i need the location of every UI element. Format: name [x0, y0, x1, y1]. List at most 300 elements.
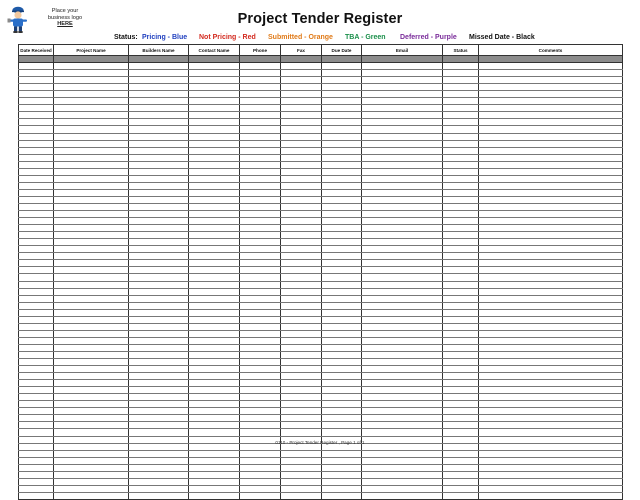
table-cell[interactable]: [281, 77, 322, 84]
table-cell[interactable]: [240, 415, 281, 422]
table-cell[interactable]: [479, 232, 623, 239]
table-cell[interactable]: [189, 337, 240, 344]
table-cell[interactable]: [240, 91, 281, 98]
table-cell[interactable]: [443, 77, 479, 84]
table-cell[interactable]: [54, 77, 129, 84]
table-cell[interactable]: [189, 232, 240, 239]
table-cell[interactable]: [362, 394, 443, 401]
table-cell[interactable]: [129, 267, 189, 274]
table-cell[interactable]: [281, 161, 322, 168]
table-cell[interactable]: [129, 211, 189, 218]
table-cell[interactable]: [189, 457, 240, 464]
table-cell[interactable]: [443, 485, 479, 492]
table-cell[interactable]: [322, 189, 362, 196]
table-cell[interactable]: [281, 302, 322, 309]
table-cell[interactable]: [322, 450, 362, 457]
table-cell[interactable]: [443, 175, 479, 182]
table-cell[interactable]: [479, 239, 623, 246]
table-cell[interactable]: [129, 380, 189, 387]
table-cell[interactable]: [19, 91, 54, 98]
table-cell[interactable]: [54, 359, 129, 366]
table-cell[interactable]: [362, 126, 443, 133]
table-cell[interactable]: [129, 260, 189, 267]
table-cell[interactable]: [19, 189, 54, 196]
table-cell[interactable]: [129, 126, 189, 133]
table-cell[interactable]: [19, 133, 54, 140]
table-cell[interactable]: [189, 380, 240, 387]
table-cell[interactable]: [322, 309, 362, 316]
table-cell[interactable]: [281, 387, 322, 394]
table-cell[interactable]: [362, 401, 443, 408]
table-cell[interactable]: [479, 77, 623, 84]
table-cell[interactable]: [54, 196, 129, 203]
table-cell[interactable]: [322, 239, 362, 246]
table-cell[interactable]: [479, 56, 623, 63]
table-cell[interactable]: [129, 246, 189, 253]
table-cell[interactable]: [479, 225, 623, 232]
table-cell[interactable]: [362, 119, 443, 126]
table-cell[interactable]: [479, 422, 623, 429]
table-cell[interactable]: [19, 126, 54, 133]
table-cell[interactable]: [479, 373, 623, 380]
table-cell[interactable]: [240, 394, 281, 401]
table-cell[interactable]: [129, 450, 189, 457]
table-cell[interactable]: [240, 295, 281, 302]
table-cell[interactable]: [189, 394, 240, 401]
table-cell[interactable]: [281, 63, 322, 70]
table-cell[interactable]: [19, 429, 54, 436]
table-cell[interactable]: [281, 394, 322, 401]
table-cell[interactable]: [240, 119, 281, 126]
table-cell[interactable]: [240, 309, 281, 316]
table-cell[interactable]: [281, 351, 322, 358]
table-cell[interactable]: [479, 105, 623, 112]
table-cell[interactable]: [443, 464, 479, 471]
table-cell[interactable]: [189, 63, 240, 70]
table-cell[interactable]: [19, 457, 54, 464]
table-cell[interactable]: [19, 408, 54, 415]
table-cell[interactable]: [362, 295, 443, 302]
table-cell[interactable]: [240, 154, 281, 161]
table-cell[interactable]: [240, 168, 281, 175]
table-cell[interactable]: [479, 218, 623, 225]
table-cell[interactable]: [240, 471, 281, 478]
table-cell[interactable]: [189, 359, 240, 366]
table-cell[interactable]: [240, 302, 281, 309]
table-cell[interactable]: [189, 387, 240, 394]
table-cell[interactable]: [322, 140, 362, 147]
table-cell[interactable]: [129, 288, 189, 295]
table-cell[interactable]: [129, 401, 189, 408]
table-cell[interactable]: [281, 281, 322, 288]
table-cell[interactable]: [322, 91, 362, 98]
table-cell[interactable]: [54, 471, 129, 478]
table-cell[interactable]: [443, 309, 479, 316]
table-cell[interactable]: [54, 239, 129, 246]
table-cell[interactable]: [443, 478, 479, 485]
table-cell[interactable]: [322, 154, 362, 161]
table-cell[interactable]: [281, 56, 322, 63]
table-cell[interactable]: [19, 281, 54, 288]
table-cell[interactable]: [362, 337, 443, 344]
table-cell[interactable]: [443, 422, 479, 429]
table-cell[interactable]: [479, 492, 623, 499]
table-cell[interactable]: [129, 281, 189, 288]
table-cell[interactable]: [240, 232, 281, 239]
table-cell[interactable]: [54, 366, 129, 373]
table-cell[interactable]: [362, 478, 443, 485]
table-cell[interactable]: [281, 457, 322, 464]
table-cell[interactable]: [479, 380, 623, 387]
table-cell[interactable]: [19, 366, 54, 373]
table-cell[interactable]: [240, 246, 281, 253]
table-cell[interactable]: [129, 77, 189, 84]
table-cell[interactable]: [322, 344, 362, 351]
table-cell[interactable]: [322, 112, 362, 119]
table-cell[interactable]: [54, 408, 129, 415]
table-cell[interactable]: [189, 450, 240, 457]
table-cell[interactable]: [362, 359, 443, 366]
table-cell[interactable]: [362, 316, 443, 323]
table-cell[interactable]: [129, 98, 189, 105]
table-cell[interactable]: [54, 380, 129, 387]
table-cell[interactable]: [443, 253, 479, 260]
table-cell[interactable]: [19, 394, 54, 401]
table-cell[interactable]: [189, 154, 240, 161]
table-cell[interactable]: [19, 239, 54, 246]
table-cell[interactable]: [189, 351, 240, 358]
table-cell[interactable]: [240, 133, 281, 140]
table-cell[interactable]: [19, 380, 54, 387]
table-cell[interactable]: [19, 84, 54, 91]
table-cell[interactable]: [479, 211, 623, 218]
table-cell[interactable]: [322, 288, 362, 295]
table-cell[interactable]: [479, 309, 623, 316]
table-cell[interactable]: [129, 351, 189, 358]
table-cell[interactable]: [443, 133, 479, 140]
table-cell[interactable]: [322, 232, 362, 239]
table-cell[interactable]: [479, 408, 623, 415]
table-cell[interactable]: [240, 140, 281, 147]
table-cell[interactable]: [281, 316, 322, 323]
table-cell[interactable]: [129, 415, 189, 422]
table-cell[interactable]: [281, 84, 322, 91]
table-cell[interactable]: [443, 401, 479, 408]
table-cell[interactable]: [322, 281, 362, 288]
table-cell[interactable]: [129, 422, 189, 429]
table-cell[interactable]: [479, 344, 623, 351]
table-cell[interactable]: [281, 330, 322, 337]
table-cell[interactable]: [240, 373, 281, 380]
table-cell[interactable]: [479, 351, 623, 358]
table-cell[interactable]: [189, 246, 240, 253]
table-cell[interactable]: [240, 351, 281, 358]
table-cell[interactable]: [129, 84, 189, 91]
table-cell[interactable]: [362, 232, 443, 239]
table-cell[interactable]: [322, 366, 362, 373]
table-cell[interactable]: [443, 218, 479, 225]
table-cell[interactable]: [322, 323, 362, 330]
table-cell[interactable]: [443, 337, 479, 344]
table-cell[interactable]: [54, 168, 129, 175]
table-cell[interactable]: [54, 295, 129, 302]
table-cell[interactable]: [54, 274, 129, 281]
table-cell[interactable]: [362, 373, 443, 380]
table-cell[interactable]: [129, 471, 189, 478]
table-cell[interactable]: [281, 450, 322, 457]
table-cell[interactable]: [129, 302, 189, 309]
table-cell[interactable]: [54, 140, 129, 147]
table-cell[interactable]: [54, 330, 129, 337]
table-cell[interactable]: [19, 175, 54, 182]
table-cell[interactable]: [54, 316, 129, 323]
table-cell[interactable]: [443, 450, 479, 457]
table-cell[interactable]: [362, 189, 443, 196]
table-cell[interactable]: [443, 225, 479, 232]
table-cell[interactable]: [479, 394, 623, 401]
table-cell[interactable]: [240, 196, 281, 203]
table-cell[interactable]: [322, 401, 362, 408]
table-cell[interactable]: [54, 105, 129, 112]
table-cell[interactable]: [129, 309, 189, 316]
table-cell[interactable]: [443, 126, 479, 133]
table-cell[interactable]: [443, 119, 479, 126]
table-cell[interactable]: [54, 394, 129, 401]
table-cell[interactable]: [129, 274, 189, 281]
table-cell[interactable]: [129, 70, 189, 77]
table-cell[interactable]: [362, 492, 443, 499]
table-cell[interactable]: [322, 422, 362, 429]
table-cell[interactable]: [281, 218, 322, 225]
table-cell[interactable]: [443, 429, 479, 436]
table-cell[interactable]: [479, 182, 623, 189]
table-cell[interactable]: [129, 168, 189, 175]
table-cell[interactable]: [189, 302, 240, 309]
table-cell[interactable]: [322, 302, 362, 309]
table-cell[interactable]: [322, 492, 362, 499]
table-cell[interactable]: [443, 203, 479, 210]
table-cell[interactable]: [189, 330, 240, 337]
table-cell[interactable]: [362, 464, 443, 471]
table-cell[interactable]: [479, 168, 623, 175]
table-cell[interactable]: [479, 323, 623, 330]
table-cell[interactable]: [19, 232, 54, 239]
table-cell[interactable]: [362, 450, 443, 457]
table-cell[interactable]: [240, 485, 281, 492]
table-cell[interactable]: [54, 70, 129, 77]
table-cell[interactable]: [443, 366, 479, 373]
table-cell[interactable]: [281, 147, 322, 154]
table-cell[interactable]: [189, 295, 240, 302]
table-cell[interactable]: [19, 422, 54, 429]
table-cell[interactable]: [189, 84, 240, 91]
table-cell[interactable]: [54, 253, 129, 260]
table-cell[interactable]: [19, 302, 54, 309]
table-cell[interactable]: [443, 316, 479, 323]
table-cell[interactable]: [19, 253, 54, 260]
table-cell[interactable]: [479, 281, 623, 288]
table-cell[interactable]: [189, 267, 240, 274]
table-cell[interactable]: [281, 274, 322, 281]
table-cell[interactable]: [322, 457, 362, 464]
table-cell[interactable]: [189, 189, 240, 196]
table-cell[interactable]: [443, 394, 479, 401]
table-cell[interactable]: [189, 373, 240, 380]
table-cell[interactable]: [240, 147, 281, 154]
table-cell[interactable]: [281, 154, 322, 161]
table-cell[interactable]: [240, 457, 281, 464]
table-cell[interactable]: [54, 337, 129, 344]
table-cell[interactable]: [240, 126, 281, 133]
table-cell[interactable]: [281, 260, 322, 267]
table-cell[interactable]: [54, 457, 129, 464]
table-cell[interactable]: [129, 337, 189, 344]
table-cell[interactable]: [19, 309, 54, 316]
table-cell[interactable]: [443, 323, 479, 330]
table-cell[interactable]: [443, 408, 479, 415]
table-cell[interactable]: [54, 302, 129, 309]
table-cell[interactable]: [362, 112, 443, 119]
table-cell[interactable]: [240, 70, 281, 77]
table-cell[interactable]: [322, 260, 362, 267]
table-cell[interactable]: [129, 330, 189, 337]
table-cell[interactable]: [19, 119, 54, 126]
table-cell[interactable]: [19, 359, 54, 366]
table-cell[interactable]: [189, 309, 240, 316]
table-cell[interactable]: [322, 478, 362, 485]
table-cell[interactable]: [479, 98, 623, 105]
table-cell[interactable]: [479, 415, 623, 422]
table-cell[interactable]: [19, 63, 54, 70]
table-cell[interactable]: [322, 274, 362, 281]
table-cell[interactable]: [322, 77, 362, 84]
table-cell[interactable]: [281, 211, 322, 218]
table-cell[interactable]: [443, 168, 479, 175]
table-cell[interactable]: [189, 316, 240, 323]
table-cell[interactable]: [362, 274, 443, 281]
table-cell[interactable]: [129, 91, 189, 98]
table-cell[interactable]: [54, 147, 129, 154]
table-cell[interactable]: [281, 91, 322, 98]
table-cell[interactable]: [362, 133, 443, 140]
table-cell[interactable]: [129, 429, 189, 436]
table-cell[interactable]: [322, 211, 362, 218]
table-cell[interactable]: [443, 140, 479, 147]
table-cell[interactable]: [281, 182, 322, 189]
table-cell[interactable]: [281, 112, 322, 119]
table-cell[interactable]: [281, 70, 322, 77]
table-cell[interactable]: [189, 147, 240, 154]
table-cell[interactable]: [281, 401, 322, 408]
table-cell[interactable]: [443, 288, 479, 295]
table-cell[interactable]: [240, 464, 281, 471]
table-cell[interactable]: [19, 56, 54, 63]
table-cell[interactable]: [443, 373, 479, 380]
table-cell[interactable]: [362, 154, 443, 161]
table-cell[interactable]: [443, 70, 479, 77]
table-cell[interactable]: [54, 281, 129, 288]
table-cell[interactable]: [189, 260, 240, 267]
table-cell[interactable]: [479, 464, 623, 471]
table-cell[interactable]: [19, 218, 54, 225]
table-cell[interactable]: [443, 351, 479, 358]
table-cell[interactable]: [479, 63, 623, 70]
table-cell[interactable]: [189, 126, 240, 133]
table-cell[interactable]: [129, 63, 189, 70]
table-cell[interactable]: [362, 253, 443, 260]
table-cell[interactable]: [443, 274, 479, 281]
table-cell[interactable]: [322, 295, 362, 302]
table-cell[interactable]: [281, 359, 322, 366]
table-cell[interactable]: [443, 63, 479, 70]
table-cell[interactable]: [240, 105, 281, 112]
table-cell[interactable]: [54, 429, 129, 436]
table-cell[interactable]: [54, 323, 129, 330]
table-cell[interactable]: [240, 478, 281, 485]
table-cell[interactable]: [479, 70, 623, 77]
table-cell[interactable]: [129, 387, 189, 394]
table-cell[interactable]: [54, 218, 129, 225]
table-cell[interactable]: [129, 394, 189, 401]
table-cell[interactable]: [19, 140, 54, 147]
table-cell[interactable]: [129, 119, 189, 126]
table-cell[interactable]: [322, 485, 362, 492]
table-cell[interactable]: [54, 189, 129, 196]
table-cell[interactable]: [443, 105, 479, 112]
table-cell[interactable]: [281, 309, 322, 316]
table-cell[interactable]: [281, 189, 322, 196]
table-cell[interactable]: [189, 203, 240, 210]
table-cell[interactable]: [240, 112, 281, 119]
table-cell[interactable]: [281, 492, 322, 499]
table-cell[interactable]: [322, 98, 362, 105]
table-cell[interactable]: [189, 70, 240, 77]
table-cell[interactable]: [362, 246, 443, 253]
table-cell[interactable]: [240, 330, 281, 337]
table-cell[interactable]: [479, 471, 623, 478]
table-cell[interactable]: [129, 182, 189, 189]
table-cell[interactable]: [129, 133, 189, 140]
table-cell[interactable]: [322, 387, 362, 394]
table-cell[interactable]: [281, 373, 322, 380]
table-cell[interactable]: [189, 478, 240, 485]
table-cell[interactable]: [281, 126, 322, 133]
table-cell[interactable]: [362, 323, 443, 330]
table-cell[interactable]: [19, 450, 54, 457]
table-cell[interactable]: [19, 112, 54, 119]
table-cell[interactable]: [322, 337, 362, 344]
table-cell[interactable]: [129, 373, 189, 380]
table-cell[interactable]: [479, 133, 623, 140]
table-cell[interactable]: [240, 211, 281, 218]
table-cell[interactable]: [240, 98, 281, 105]
table-cell[interactable]: [479, 126, 623, 133]
table-cell[interactable]: [19, 182, 54, 189]
table-cell[interactable]: [281, 323, 322, 330]
table-cell[interactable]: [479, 366, 623, 373]
table-cell[interactable]: [362, 98, 443, 105]
table-cell[interactable]: [362, 422, 443, 429]
table-cell[interactable]: [189, 140, 240, 147]
table-cell[interactable]: [479, 267, 623, 274]
table-cell[interactable]: [189, 211, 240, 218]
table-cell[interactable]: [281, 464, 322, 471]
table-cell[interactable]: [362, 429, 443, 436]
table-cell[interactable]: [54, 126, 129, 133]
table-cell[interactable]: [479, 253, 623, 260]
table-cell[interactable]: [240, 274, 281, 281]
table-cell[interactable]: [322, 359, 362, 366]
